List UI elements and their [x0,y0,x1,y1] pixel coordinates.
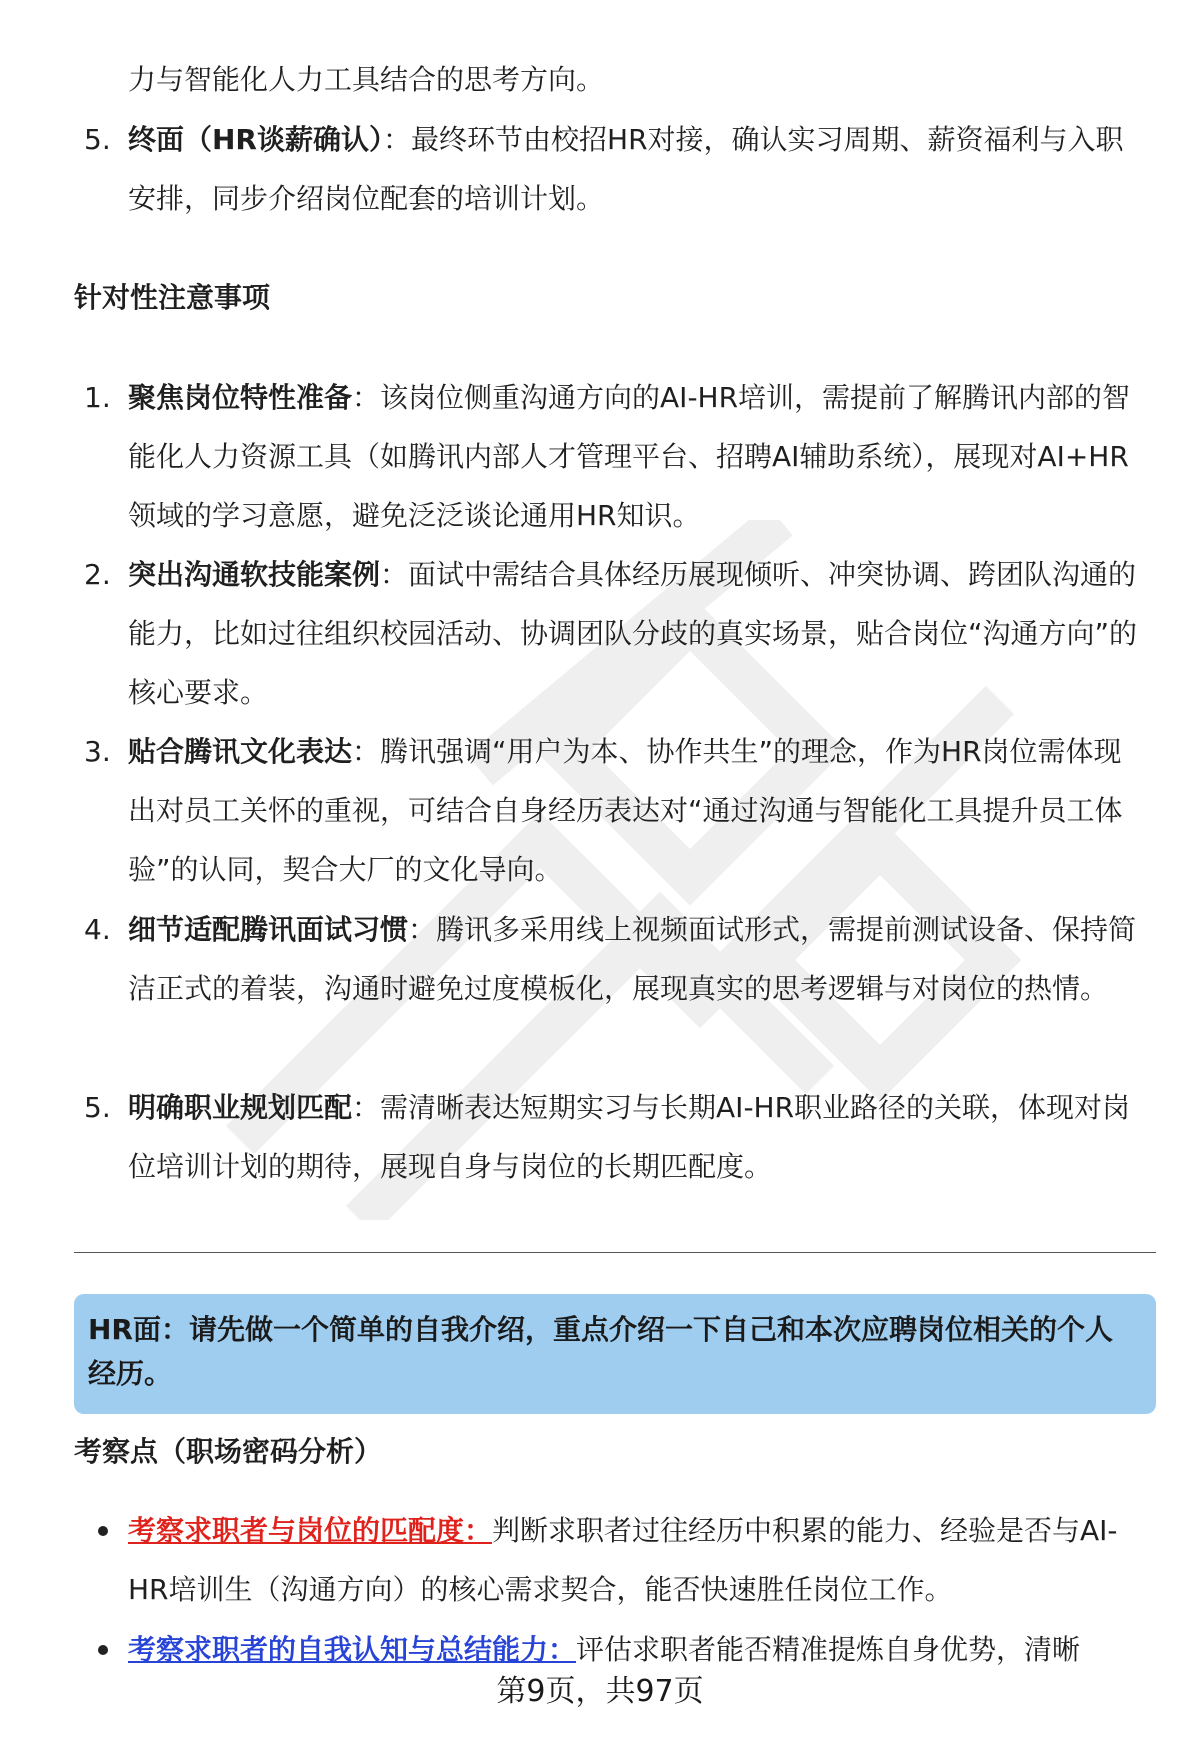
list-item-body: 需清晰表达短期实习与长期AI-HR职业路径的关联，体现对岗位培训计划的期待，展现自身与岗位的长期匹配度。 [128,1091,1131,1183]
list-item-text [128,545,1148,722]
list-item-text [128,900,1148,1018]
list-item-body: 腾讯多采用线上视频面试形式，需提前测试设备、保持简洁正式的着装，沟通时避免过度模板化，展现真实的思考逻辑与对岗位的热情。 [128,913,1137,1005]
title-separator: ： [352,381,381,414]
page-number: 第9页，共97页 [496,1674,704,1709]
list-item-title: 突出沟通软技能案例 [128,558,381,591]
list-item-text [128,722,1148,899]
bullet-dot [98,1526,108,1536]
list-item-title: 贴合腾讯文化表达 [128,735,353,768]
question-text: HR面：请先做一个简单的自我介绍，重点介绍一下自己和本次应聘岗位相关的个人经历。 [88,1313,1113,1390]
analysis-point-text [128,1620,1148,1679]
list-item-body: 腾讯强调“用户为本、协作共生”的理念，作为HR岗位需体现出对员工关怀的重视，可结合自身经历表达对“通过沟通与智能化工具提升员工体验”的认同，契合大厂的文化导向。 [128,735,1123,886]
list-item-title: 聚焦岗位特性准备 [128,381,353,414]
list-number: 5. [84,1091,111,1124]
list-item-title: 终面（HR谈薪确认） [128,123,383,156]
list-item-title: 明确职业规划匹配 [128,1091,353,1124]
list-number: 1. [84,381,111,414]
title-separator: ： [352,735,381,768]
list-item-text [128,110,1148,228]
analysis-heading: 考察点（职场密码分析） [74,1435,383,1468]
title-separator: ： [408,913,437,946]
analysis-point-title[interactable]: 考察求职者的自我认知与总结能力： [128,1633,577,1666]
list-item-text [128,1078,1148,1196]
continuation-text: 力与智能化人力工具结合的思考方向。 [128,63,605,96]
section-divider [74,1252,1156,1253]
list-item-body: 最终环节由校招HR对接，确认实习周期、薪资福利与入职安排，同步介绍岗位配套的培训计划。 [128,123,1124,215]
list-item-body: 面试中需结合具体经历展现倾听、冲突协调、跨团队沟通的能力，比如过往组织校园活动、协调团队分歧的真实场景，贴合岗位“沟通方向”的核心要求。 [128,558,1138,709]
title-separator: ： [380,558,409,591]
title-separator: ： [383,123,412,156]
list-item-title: 细节适配腾讯面试习惯 [128,913,409,946]
list-number: 3. [84,735,111,768]
section-heading: 针对性注意事项 [74,281,271,314]
analysis-point-text [128,1501,1148,1619]
list-number: 5. [84,123,111,156]
list-item-body: 该岗位侧重沟通方向的AI-HR培训，需提前了解腾讯内部的智能化人力资源工具（如腾讯内部人才管理平台、招聘AI辅助系统），展现对AI+HR领域的学习意愿，避免泛泛谈论通用HR知识。 [128,381,1131,532]
list-number: 4. [84,913,111,946]
bullet-dot [98,1645,108,1655]
analysis-point-body: 评估求职者能否精准提炼自身优势，清晰 [576,1633,1081,1666]
analysis-point-body: 判断求职者过往经历中积累的能力、经验是否与AI-HR培训生（沟通方向）的核心需求契合，能否快速胜任岗位工作。 [128,1514,1118,1606]
analysis-point-title[interactable]: 考察求职者与岗位的匹配度： [128,1514,493,1547]
list-number: 2. [84,558,111,591]
list-item-text [128,368,1148,545]
question-callout [74,1294,1156,1414]
title-separator: ： [352,1091,381,1124]
